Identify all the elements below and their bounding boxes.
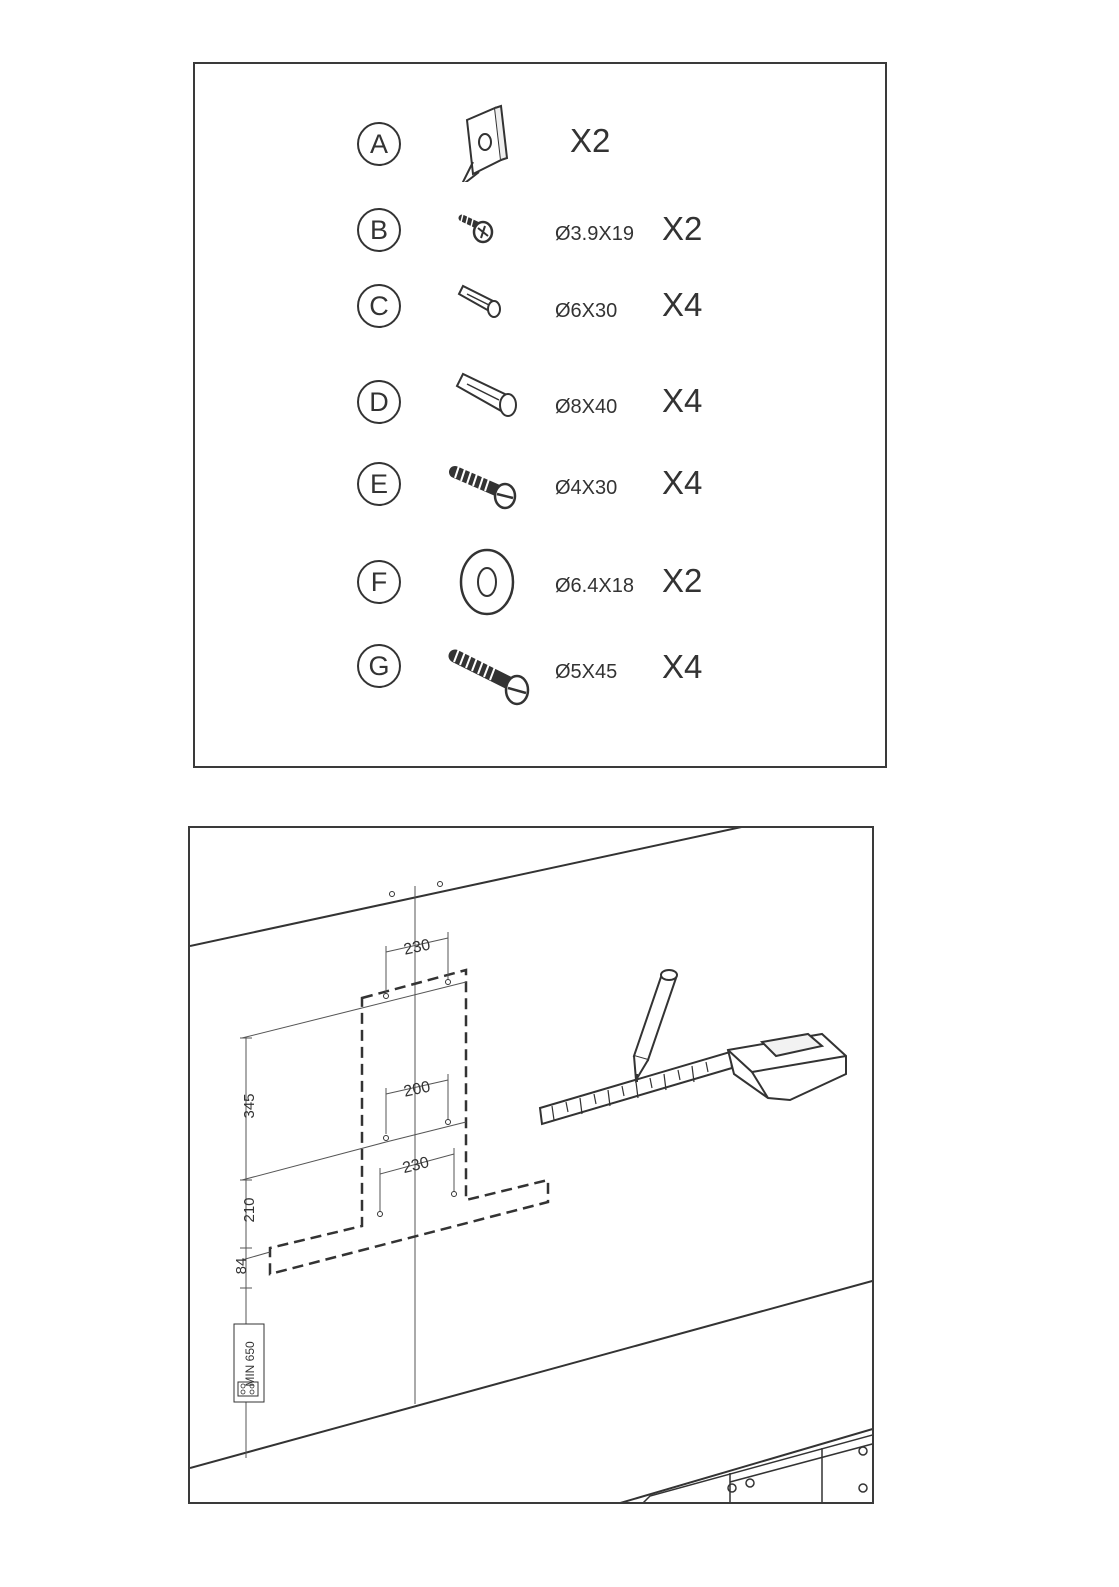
height-label-345: 345 — [241, 1093, 258, 1119]
middle-width-label: 200 — [402, 1078, 432, 1101]
min-clearance-text: MIN 650 — [243, 1341, 257, 1387]
part-dimension-d: Ø8X40 — [555, 396, 618, 418]
wall-marking-diagram — [190, 828, 874, 1504]
part-letter-c: C — [357, 284, 401, 328]
part-letter-f: F — [357, 560, 401, 604]
part-row-c — [195, 266, 885, 346]
part-letter-e: E — [357, 462, 401, 506]
cabinet-top-line — [610, 1428, 874, 1504]
part-dimension-g: Ø5X45 — [555, 661, 618, 683]
part-row-a — [195, 102, 885, 182]
part-dimension-f: Ø6.4X18 — [555, 575, 634, 597]
part-quantity-d: X4 — [662, 382, 703, 419]
part-quantity-g: X4 — [662, 648, 703, 685]
part-row-b — [195, 190, 885, 270]
top-width-label: 230 — [402, 936, 432, 959]
pencil-icon — [634, 970, 677, 1082]
height-label-84: 84 — [233, 1257, 250, 1275]
ceiling-line — [190, 828, 874, 946]
height-label-210: 210 — [241, 1197, 258, 1223]
parts-list-panel — [193, 62, 887, 768]
washer-icon — [445, 542, 545, 622]
min-clearance-label — [234, 1324, 264, 1402]
hood-outline — [270, 970, 548, 1274]
part-dimension-e: Ø4X30 — [555, 477, 618, 499]
part-letter-d: D — [357, 380, 401, 424]
bottom-width-label: 230 — [400, 1154, 431, 1178]
part-quantity-f: X2 — [662, 562, 703, 599]
installation-diagram-panel — [188, 826, 874, 1504]
part-dimension-c: Ø6X30 — [555, 300, 618, 322]
part-quantity-a: X2 — [570, 122, 611, 159]
small-wall-plug-icon — [445, 266, 545, 346]
part-dimension-b: Ø3.9X19 — [555, 223, 634, 245]
part-letter-b: B — [357, 208, 401, 252]
part-quantity-e: X4 — [662, 464, 703, 501]
part-letter-g: G — [357, 644, 401, 688]
long-wood-screw-icon — [445, 626, 545, 716]
worktop-line — [190, 1280, 874, 1468]
part-letter-a: A — [357, 122, 401, 166]
part-row-d — [195, 360, 885, 440]
bracket-icon — [445, 102, 545, 182]
large-wall-plug-icon — [445, 360, 545, 440]
part-quantity-b: X2 — [662, 210, 703, 247]
wood-screw-icon — [445, 444, 545, 524]
part-row-f — [195, 542, 885, 622]
small-screw-icon — [445, 190, 545, 270]
part-row-g — [195, 626, 885, 706]
base-cabinet — [640, 1434, 874, 1504]
part-quantity-c: X4 — [662, 286, 703, 323]
tape-measure-icon — [540, 1034, 846, 1124]
part-row-e — [195, 444, 885, 524]
